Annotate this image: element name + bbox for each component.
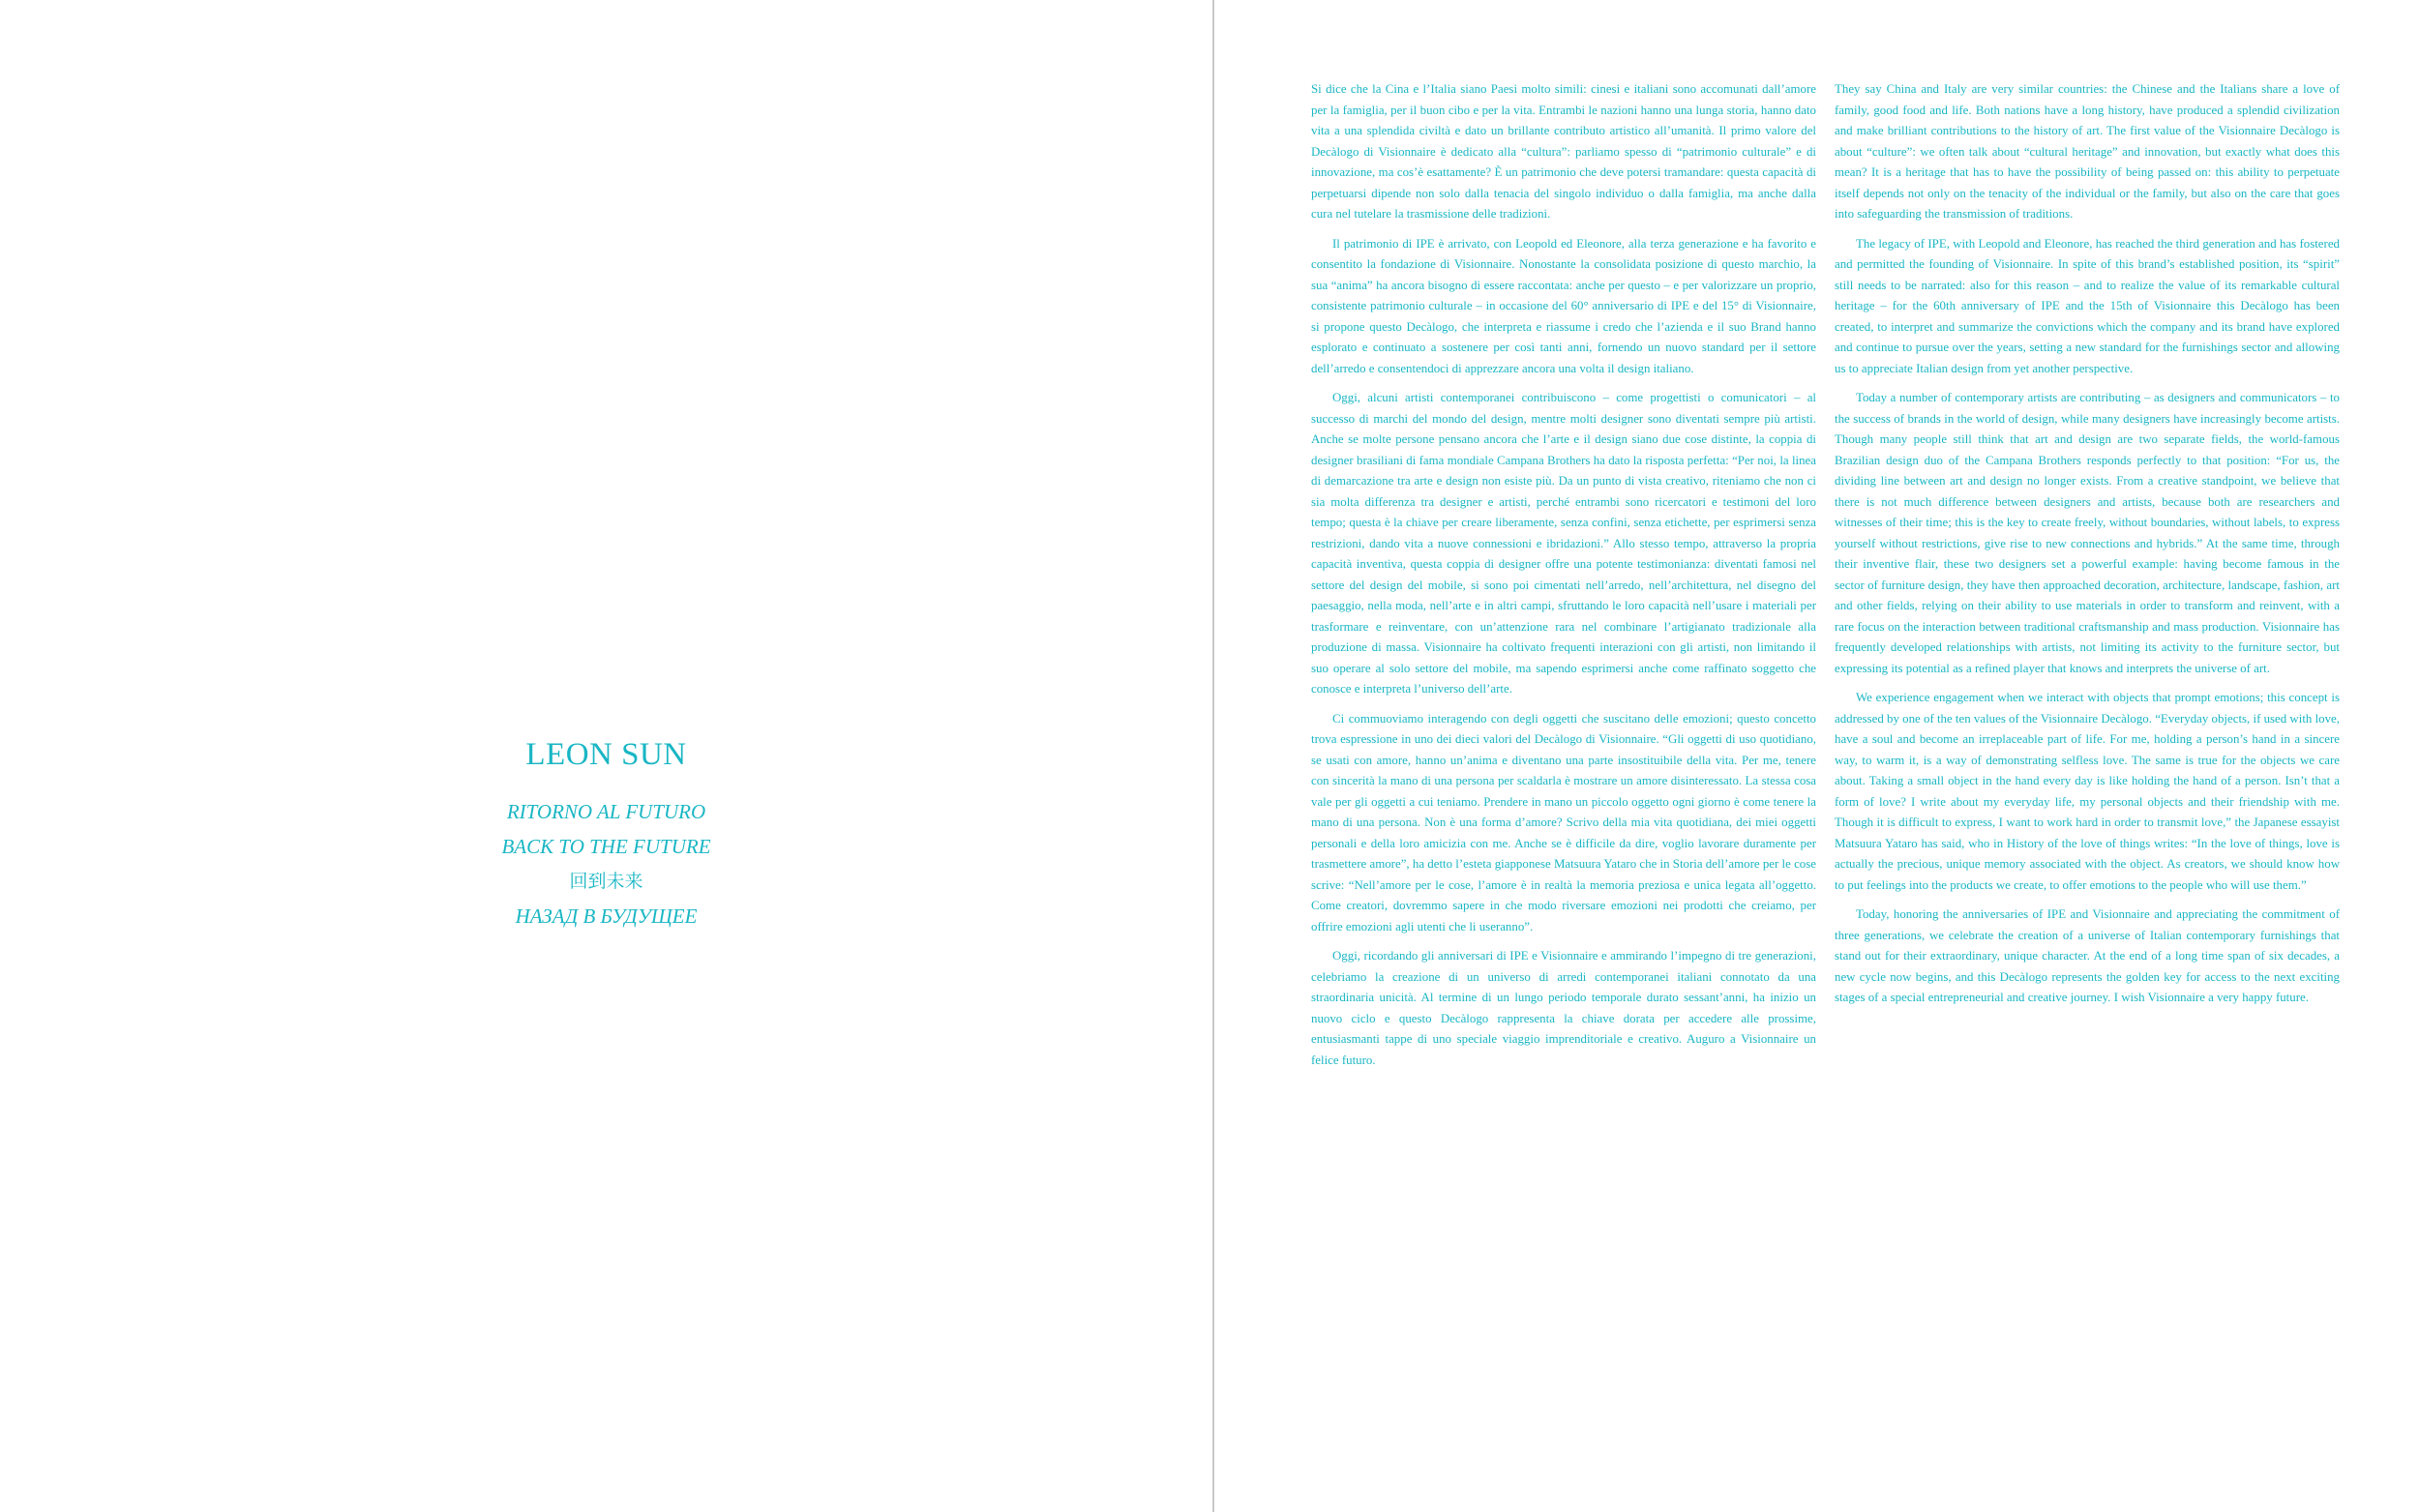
right-page (1214, 0, 2419, 1512)
title-russian: НАЗАД В БУДУЩЕЕ (515, 904, 698, 928)
author-name: LEON SUN (525, 737, 687, 772)
english-paragraph: We experience engagement when we interact with objects that prompt emotions; this concept is addressed by one of the ten values of the Visionnaire Decàlogo. “Everyday objects, if used with love, have a soul and become an irreplaceable part of life. For me, holding a person’s hand in a sincere way, to warm it, is a way of demonstrating selfless love. The same is true for the objects we care about. Taking a small object in the hand every day is like holding the hand of a person. Isn’t that a form of love? I write about my everyday life, my personal objects and their friendship with me. Though it is difficult to express, I want to work hard in order to transmit love,” the Japanese essayist Matsuura Yataro has said, who in History of the love of things writes: “In the love of things, love is actually the precious, unique memory associated with the object. As creators, we should know how to put feelings into the products we create, to offer emotions to the people who will use them.” (1835, 691, 2340, 892)
italian-paragraph: Ci commuoviamo interagendo con degli oggetti che suscitano delle emozioni; questo concetto trova espressione in uno dei dieci valori del Decàlogo di Visionnaire. “Gli oggetti di uso quotidiano, se usati con amore, hanno un’anima e diventano una parte insostituibile della vita. Per me, tenere con sincerità la mano di una persona per scaldarla è mostrare un amore disinteressato. La stessa cosa vale per gli oggetti a cui teniamo. Prendere in mano un piccolo oggetto ogni giorno è come tenere la mano di una persona. Non è una forma d’amore? Scrivo della mia vita quotidiana, dei miei oggetti personali e della loro amicizia con me. Anche se è difficile da dire, voglio lavorare duramente per trasmettere amore”, ha detto l’esteta giapponese Matsuura Yataro che in Storia dell’amore per le cose scrive: “Nell’amore per le cose, l’amore è in realtà la memoria preziosa e unica legata all’oggetto. Come creatori, dovremmo sapere in che modo riversare emozioni nei prodotti che creiamo, per offrire emozioni agli utenti che li useranno”. (1311, 711, 1816, 934)
title-chinese: 回到未来 (569, 871, 643, 892)
title-english: BACK TO THE FUTURE (501, 835, 711, 858)
english-paragraph: They say China and Italy are very similar countries: the Chinese and the Italians share a love of family, good food and life. Both nations have a long history, have produced a splendid civilization and make brilliant contributions to the history of art. The first value of the Visionnaire Decàlogo is about “culture”: we often talk about “cultural heritage” and innovation, but exactly what does this mean? It is a heritage that has to have the possibility of being passed on: this ability to perpetuate itself depends not only on the tenacity of the individual or the family, but also on the care that goes into safeguarding the transmission of traditions. (1835, 82, 2340, 221)
italian-paragraph: Il patrimonio di IPE è arrivato, con Leopold ed Eleonore, alla terza generazione e ha favorito e consentito la fondazione di Visionnaire. Nonostante la consolidata posizione di questo marchio, la sua “anima” ha ancora bisogno di essere raccontata: anche per questo – e per valorizzare un proprio, consistente patrimonio culturale – in occasione del 60° anniversario di IPE e del 15° di Visionnaire, si propone questo Decàlogo, che interpreta e riassume i credo che l’azienda e il suo Brand hanno esplorato e continuato a sostenere per così tanti anni, fornendo un nuovo standard per il settore dell’arredo e consentendoci di apprezzare ancora una volta il design italiano. (1311, 236, 1816, 375)
title-italian: RITORNO AL FUTURO (506, 800, 706, 823)
english-text-column (1835, 79, 2340, 1018)
title-block (0, 737, 1212, 934)
italian-paragraph: Oggi, ricordando gli anniversari di IPE e Visionnaire e ammirando l’impegno di tre generazioni, celebriamo la creazione di un universo di arredi contemporanei italiani connotato da una straordinaria unicità. Al termine di un lungo periodo temporale durato sessant’anni, ha inizio un nuovo ciclo e questo Decàlogo rappresenta la chiave dorata per accedere alle prossime, entusiasmanti tappe di uno speciale viaggio imprenditoriale e creativo. Auguro a Visionnaire un felice futuro. (1311, 949, 1816, 1067)
english-paragraph: The legacy of IPE, with Leopold and Eleonore, has reached the third generation and has fostered and permitted the founding of Visionnaire. In spite of this brand’s established position, its “spirit” still needs to be narrated: also for this reason – and to realize the value of its remarkable cultural heritage – for the 60th anniversary of IPE and the 15th of Visionnaire this Decàlogo has been created, to interpret and summarize the convictions which the company and its brand have explored and continue to pursue over the years, setting a new standard for the furnishings sector and allowing us to appreciate Italian design from yet another perspective. (1835, 236, 2340, 375)
italian-paragraph: Oggi, alcuni artisti contemporanei contribuiscono – come progettisti o comunicatori – al successo di marchi del mondo del design, mentre molti designer sono diventati sempre più artisti. Anche se molte persone pensano ancora che l’arte e il design siano due cose distinte, la coppia di designer brasiliani di fama mondiale Campana Brothers ha dato la risposta perfetta: “Per noi, la linea di demarcazione tra arte e design non esiste più. Da un punto di vista creativo, riteniamo che non ci sia molta differenza tra designer e artisti, perché entrambi sono ricercatori e testimoni del loro tempo; questa è la chiave per creare liberamente, senza confini, senza etichette, per esprimersi senza restrizioni, dando vita a nuove connessioni e ibridazioni.” Allo stesso tempo, attraverso la propria capacità inventiva, questa coppia di designer offre una potente testimonianza: diventati famosi nel settore del design del mobile, si sono poi cimentati nell’arredo, nell’architettura, nel disegno del paesaggio, nella moda, nell’arte e in altri campi, sfruttando le loro capacità nell’usare i materiali per trasformare e reinventare, con un’attenzione rara nel combinare l’artigianato tradizionale alla produzione di massa. Visionnaire ha coltivato frequenti interazioni con gli artisti, non limitando il suo operare al solo settore del mobile, ma sapendo esprimersi anche come raffinato soggetto che conosce e interpreta l’universo dell’arte. (1311, 391, 1816, 696)
english-paragraph: Today a number of contemporary artists are contributing – as designers and communicators – to the success of brands in the world of design, while many designers have increasingly become artists. Though many people still think that art and design are two separate fields, the world-famous Brazilian design duo of the Campana Brothers responds perfectly to that position: “For us, the dividing line between art and design no longer exists. From a creative standpoint, we believe that there is not much difference between designers and artists, because both are researchers and witnesses of their time; this is the key to create freely, without boundaries, without labels, to express yourself without restrictions, give rise to new connections and hybrids.” At the same time, through their inventive flair, these two designers set a powerful example: having become famous in the sector of furniture design, they have then approached decoration, architecture, landscape, fashion, art and other fields, relying on their ability to use materials in order to transform and reinvent, with a rare focus on the interaction between traditional craftsmanship and mass production. Visionnaire has frequently developed relationships with artists, not limiting its activity to the furniture sector, but expressing its potential as a refined player that knows and interprets the universe of art. (1835, 391, 2340, 675)
italian-paragraph: Si dice che la Cina e l’Italia siano Paesi molto simili: cinesi e italiani sono accomunati dall’amore per la famiglia, per il buon cibo e per la vita. Entrambi le nazioni hanno una lunga storia, hanno dato vita a una splendida civiltà e dato un brillante contributo artistico all’umanità. Il primo valore del Decàlogo di Visionnaire è dedicato alla “cultura”: parliamo spesso di “patrimonio culturale” e di innovazione, ma cos’è esattamente? È un patrimonio che deve potersi tramandare: questa capacità di perpetuarsi dipende non solo dalla tenacia del singolo individuo o dalla famiglia, ma anche dalla cura nel tutelare la trasmissione delle tradizioni. (1311, 82, 1816, 221)
italian-text-column (1311, 79, 1816, 1080)
english-paragraph: Today, honoring the anniversaries of IPE and Visionnaire and appreciating the commitment of three generations, we celebrate the creation of a universe of Italian contemporary furnishings that stand out for their extraordinary, unique character. At the end of a long time span of six decades, a new cycle now begins, and this Decàlogo represents the golden key for access to the next exciting stages of a special entrepreneurial and creative journey. I wish Visionnaire a very happy future. (1835, 907, 2340, 1004)
